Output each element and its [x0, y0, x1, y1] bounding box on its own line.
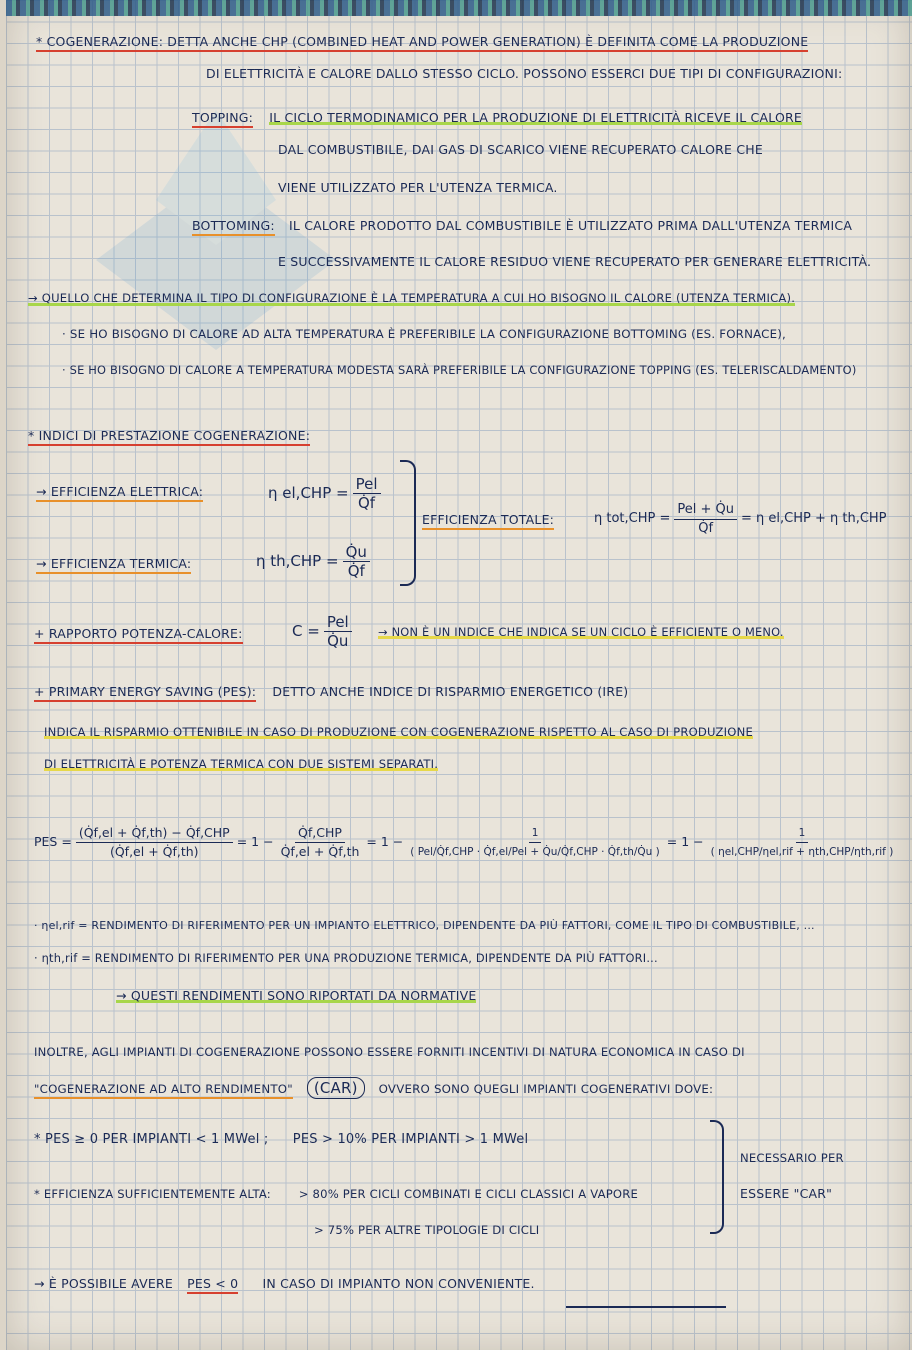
- power-heat-ratio-formula: [292, 606, 356, 656]
- total-efficiency-text: EFFICIENZA TOTALE:: [422, 512, 554, 530]
- efficiency-brace: [400, 460, 416, 586]
- pes-f4-numerator: 1: [796, 825, 809, 843]
- power-heat-ratio-line: [34, 626, 243, 642]
- eta-th-ref-note: · ηth,rif = RENDIMENTO DI RIFERIMENTO PER UNA PRODUZIONE TERMICA, DIPENDENTE DA PIÙ FATTORI...: [34, 951, 658, 965]
- eta-th-denominator: Q̇f: [347, 561, 365, 580]
- eta-el-numerator: Pel: [353, 476, 381, 494]
- electrical-efficiency-label: [36, 484, 203, 500]
- pencil-mark: [566, 1306, 726, 1308]
- performance-indices-title: * INDICI DI PRESTAZIONE COGENERAZIONE:: [28, 428, 310, 446]
- pes-description-1-text: INDICA IL RISPARMIO OTTENIBILE IN CASO DI PRODUZIONE CON COGENERAZIONE RISPETTO AL CASO DI PRODUZIONE: [44, 725, 754, 739]
- thermal-efficiency-text: → EFFICIENZA TERMICA:: [36, 556, 191, 574]
- power-heat-ratio-note-text: → NON È UN INDICE CHE INDICA SE UN CICLO È EFFICIENTE O MENO.: [378, 625, 784, 639]
- performance-indices-heading: [28, 428, 310, 444]
- pes-threshold-small: * PES ≥ 0 PER IMPIANTI < 1 MWel ;: [34, 1132, 269, 1147]
- pes-f2-denominator: Q̇f,el + Q̇f,th: [280, 843, 360, 859]
- eta-tot-numerator: Pel + Q̇u: [674, 502, 737, 520]
- negative-pes-note: IN CASO DI IMPIANTO NON CONVENIENTE.: [262, 1276, 535, 1291]
- eta-el-denominator: Q̇f: [357, 493, 376, 512]
- cogeneration-heading: * COGENERAZIONE: DETTA ANCHE CHP (COMBINED HEAT AND POWER GENERATION) È DEFINITA COME LA PRODUZIONE: [36, 34, 808, 52]
- pes-symbol: PES =: [34, 834, 72, 849]
- pes-numerator: (Q̇f,el + Q̇f,th) − Q̇f,CHP: [76, 825, 233, 843]
- pes-f3-numerator: 1: [529, 825, 542, 843]
- pes-threshold-large: PES > 10% PER IMPIANTI > 1 MWel: [292, 1132, 529, 1147]
- efficiency-threshold-label: * EFFICIENZA SUFFICIENTEMENTE ALTA:: [34, 1187, 271, 1201]
- config-criterion: → QUELLO CHE DETERMINA IL TIPO DI CONFIGURAZIONE È LA TEMPERATURA A CUI HO BISOGNO IL CALORE (UTENZA TERMICA).: [28, 291, 796, 305]
- total-efficiency-formula: [594, 494, 887, 544]
- pes-formula: [34, 802, 900, 882]
- c-numerator: Pel: [324, 614, 352, 632]
- configurations-intro: DI ELETTRICITÀ E CALORE DALLO STESSO CICLO. POSSONO ESSERCI DUE TIPI DI CONFIGURAZIONI:: [206, 66, 843, 81]
- thermal-efficiency-label: [36, 556, 191, 572]
- car-requirements-brace: [710, 1120, 724, 1234]
- normative-note-text: → QUESTI RENDIMENTI SONO RIPORTATI DA NORMATIVE: [116, 988, 477, 1003]
- pes-f4-denominator: ( ηel,CHP/ηel,rif + ηth,CHP/ηth,rif ): [710, 845, 894, 858]
- pes-description-1: [44, 724, 753, 740]
- electrical-efficiency-text: → EFFICIENZA ELETTRICA:: [36, 484, 203, 502]
- c-denominator: Q̇u: [327, 631, 349, 650]
- negative-pes-intro: → È POSSIBILE AVERE: [34, 1276, 173, 1291]
- car-condition-intro: OVVERO SONO QUEGLI IMPIANTI COGENERATIVI DOVE:: [378, 1082, 714, 1096]
- pes-equals-2: = 1 −: [236, 834, 274, 849]
- eta-tot-symbol: η tot,CHP =: [594, 511, 671, 526]
- eta-tot-denominator: Q̇f: [698, 520, 714, 536]
- topping-description: IL CICLO TERMODINAMICO PER LA PRODUZIONE DI ELETTRICITÀ RICEVE IL CALORE: [269, 110, 802, 125]
- efficiency-threshold-combined: > 80% PER CICLI COMBINATI E CICLI CLASSICI A VAPORE: [298, 1187, 639, 1201]
- pes-alias: DETTO ANCHE INDICE DI RISPARMIO ENERGETICO (IRE): [272, 684, 629, 699]
- car-requirement-label-1: NECESSARIO PER: [740, 1151, 844, 1165]
- pes-description-2: [44, 756, 438, 772]
- bottoming-line: [192, 218, 852, 234]
- car-definition-line: [34, 1080, 713, 1097]
- topping-line: [192, 110, 802, 126]
- power-heat-ratio-note: [378, 624, 784, 640]
- negative-pes-line: [34, 1276, 535, 1292]
- power-heat-ratio-label: + RAPPORTO POTENZA-CALORE:: [34, 626, 243, 644]
- bottoming-description: IL CALORE PRODOTTO DAL COMBUSTIBILE È UTILIZZATO PRIMA DALL'UTENZA TERMICA: [289, 218, 853, 233]
- eta-tot-sum: = η el,CHP + η th,CHP: [741, 511, 887, 526]
- cogeneration-definition-line: [36, 34, 808, 50]
- eta-th-numerator: Q̇u: [343, 544, 370, 562]
- electrical-efficiency-formula: [268, 468, 385, 518]
- efficiency-threshold-other: > 75% PER ALTRE TIPOLOGIE DI CICLI: [314, 1223, 540, 1237]
- pes-description-2-text: DI ELETTRICITÀ E POTENZA TERMICA CON DUE SISTEMI SEPARATI.: [44, 757, 439, 771]
- car-name: "COGENERAZIONE AD ALTO RENDIMENTO": [34, 1082, 293, 1099]
- c-symbol: C =: [292, 622, 320, 640]
- topping-preference: · SE HO BISOGNO DI CALORE A TEMPERATURA MODESTA SARÀ PREFERIBILE LA CONFIGURAZIONE TOPPING (ES. TELERISCALDAMENTO): [62, 363, 857, 377]
- normative-note: [116, 988, 476, 1004]
- topping-line-2: DAL COMBUSTIBILE, DAI GAS DI SCARICO VIENE RECUPERATO CALORE CHE: [278, 142, 763, 157]
- eta-el-symbol: η el,CHP =: [268, 484, 349, 502]
- notebook-binding: [6, 0, 912, 16]
- pes-f3-denominator: ( Pel/Q̇f,CHP · Q̇f,el/Pel + Q̇u/Q̇f,CHP · Q̇f,th/Q̇u ): [410, 845, 660, 858]
- thermal-efficiency-formula: [256, 536, 374, 586]
- bottoming-label: BOTTOMING:: [192, 218, 275, 236]
- negative-pes-value: PES < 0: [187, 1276, 238, 1294]
- pes-threshold-line: [34, 1132, 528, 1148]
- pes-equals-4: = 1 −: [666, 834, 704, 849]
- efficiency-threshold-line: [34, 1186, 638, 1202]
- pes-heading-line: [34, 684, 628, 700]
- topping-label: TOPPING:: [192, 110, 253, 128]
- car-requirement-label-2: ESSERE "CAR": [740, 1186, 833, 1201]
- topping-line-3: VIENE UTILIZZATO PER L'UTENZA TERMICA.: [278, 180, 558, 195]
- notebook-page: [6, 0, 912, 1350]
- total-efficiency-label: [422, 512, 554, 528]
- eta-el-ref-note: · ηel,rif = RENDIMENTO DI RIFERIMENTO PER UN IMPIANTO ELETTRICO, DIPENDENTE DA PIÙ FATTORI, COME IL TIPO DI COMBUSTIBILE, ...: [34, 919, 815, 932]
- pes-equals-3: = 1 −: [366, 834, 404, 849]
- eta-th-symbol: η th,CHP =: [256, 552, 339, 570]
- car-acronym: (CAR): [307, 1077, 365, 1099]
- bottoming-preference: · SE HO BISOGNO DI CALORE AD ALTA TEMPERATURA È PREFERIBILE LA CONFIGURAZIONE BOTTOMING (ES. FORNACE),: [62, 327, 787, 341]
- bottoming-line-2: E SUCCESSIVAMENTE IL CALORE RESIDUO VIENE RECUPERATO PER GENERARE ELETTRICITÀ.: [278, 254, 872, 269]
- pes-f2-numerator: Q̇f,CHP: [295, 825, 345, 843]
- pes-denominator: (Q̇f,el + Q̇f,th): [109, 843, 199, 859]
- pes-label: + PRIMARY ENERGY SAVING (PES):: [34, 684, 256, 702]
- incentives-line: INOLTRE, AGLI IMPIANTI DI COGENERAZIONE POSSONO ESSERE FORNITI INCENTIVI DI NATURA ECONOMICA IN CASO DI: [34, 1045, 745, 1059]
